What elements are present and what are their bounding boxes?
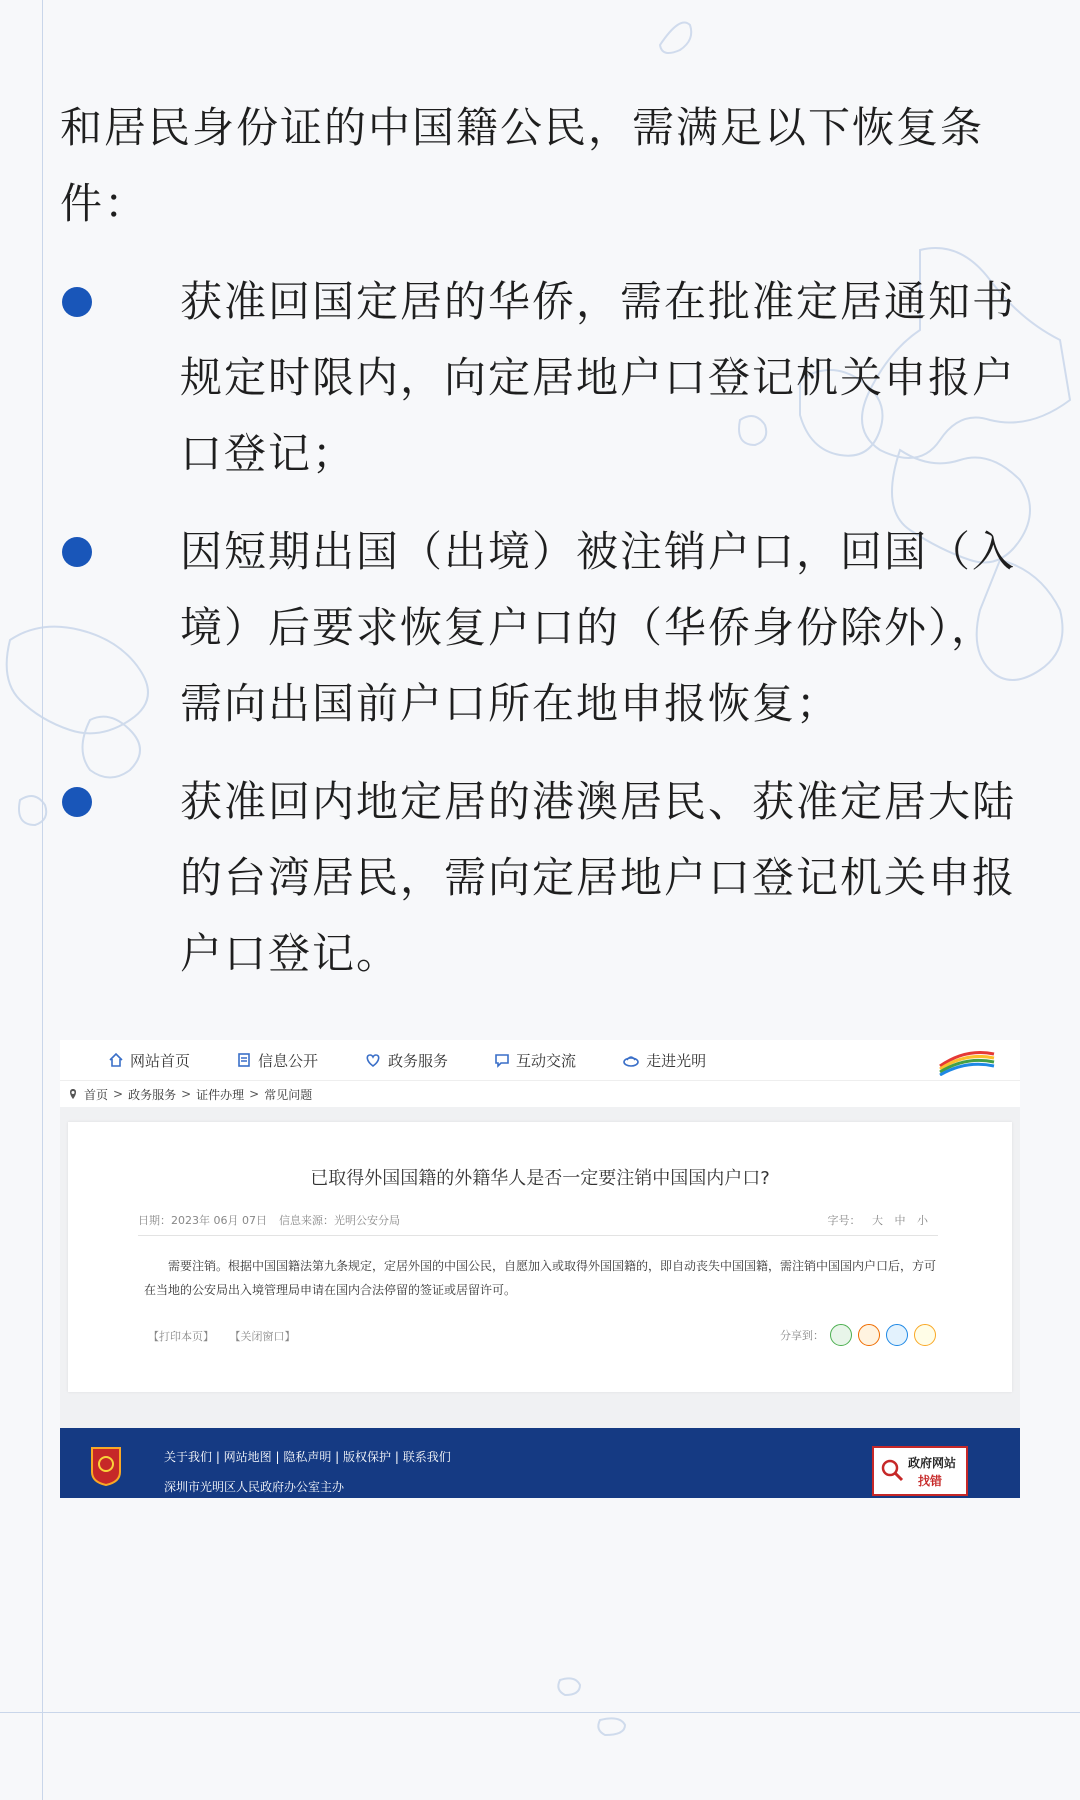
- article: [60, 90, 1020, 992]
- qzone-icon[interactable]: [914, 1324, 936, 1346]
- article-meta: [138, 1212, 938, 1228]
- close-window-link[interactable]: 【关闭窗口】: [229, 1330, 296, 1343]
- article-date: 日期：2023年 06月 07日: [138, 1214, 267, 1227]
- list-item: [60, 764, 1020, 992]
- breadcrumb-separator: >: [181, 1087, 192, 1101]
- find-error-title: 政府网站: [908, 1456, 957, 1470]
- embedded-website-screenshot: [60, 1040, 1020, 1498]
- nav-item-home[interactable]: [108, 1050, 190, 1071]
- location-pin-icon: [68, 1088, 78, 1100]
- wechat-icon[interactable]: [830, 1324, 852, 1346]
- nav-item-label: 政务服务: [388, 1051, 449, 1070]
- intro-paragraph: 和居民身份证的中国籍公民，需满足以下恢复条件：: [60, 103, 985, 228]
- breadcrumb-services[interactable]: 政务服务: [128, 1087, 177, 1102]
- list-item-text: 获准回内地定居的港澳居民、获准定居大陆的台湾居民，需向定居地户口登记机关申报户口登记。: [180, 777, 1017, 978]
- share-bar: [780, 1324, 936, 1346]
- font-size-small[interactable]: 小: [917, 1214, 928, 1227]
- bullet-dot-icon: [62, 787, 92, 817]
- police-emblem-icon: [88, 1446, 124, 1486]
- find-error-button[interactable]: [872, 1446, 968, 1496]
- font-size-medium[interactable]: 中: [894, 1214, 906, 1227]
- breadcrumb-home[interactable]: 首页: [84, 1087, 109, 1102]
- chat-icon: [494, 1052, 510, 1068]
- page-title: 已取得外国国籍的外籍华人是否一定要注销中国国内户口?: [310, 1168, 770, 1189]
- nav-item-services[interactable]: [364, 1050, 448, 1071]
- site-nav-bar: [60, 1040, 1020, 1080]
- footer-sponsor: 深圳市光明区人民政府办公室主办: [164, 1480, 345, 1494]
- nav-item-label: 走进光明: [646, 1051, 707, 1070]
- share-label: 分享到：: [780, 1329, 824, 1342]
- breadcrumb-documents[interactable]: 证件办理: [196, 1087, 245, 1102]
- article-tools: [148, 1328, 308, 1344]
- article-source: 信息来源：光明公安分局: [278, 1214, 400, 1227]
- footer-links[interactable]: 关于我们 | 网站地图 | 隐私声明 | 版权保护 | 联系我们: [164, 1450, 451, 1464]
- article-body: 需要注销。根据中国国籍法第九条规定，定居外国的中国公民，自愿加入或取得外国国籍的，即自动丧失中国国籍，需注销中国国内户口后，方可在当地的公安局出入境管理局申请在国内合法停留的签证或居留许可。: [144, 1259, 937, 1297]
- breadcrumb: [60, 1080, 1020, 1107]
- site-footer: [60, 1428, 1020, 1498]
- home-icon: [108, 1052, 124, 1068]
- nav-item-info[interactable]: [236, 1050, 318, 1071]
- nav-item-interaction[interactable]: [494, 1050, 576, 1071]
- font-size-label: 字号：: [827, 1214, 861, 1227]
- breadcrumb-separator: >: [249, 1087, 260, 1101]
- breadcrumb-faq[interactable]: 常见问题: [264, 1087, 313, 1102]
- weibo-icon[interactable]: [858, 1324, 880, 1346]
- print-link[interactable]: 【打印本页】: [148, 1330, 214, 1343]
- font-size-switcher: [820, 1212, 929, 1228]
- nav-item-label: 互动交流: [516, 1051, 577, 1070]
- qq-icon[interactable]: [886, 1324, 908, 1346]
- font-size-large[interactable]: 大: [872, 1214, 883, 1227]
- article-card: [68, 1122, 1012, 1392]
- list-item-text: 因短期出国（出境）被注销户口，回国（入境）后要求恢复户口的（华侨身份除外），需向出国前户口所在地申报恢复；: [180, 527, 1017, 728]
- heart-hands-icon: [364, 1052, 382, 1068]
- building-icon: [622, 1052, 640, 1068]
- document-icon: [236, 1052, 252, 1068]
- divider: [138, 1235, 938, 1236]
- bullet-dot-icon: [62, 287, 92, 317]
- list-item: [60, 264, 1020, 492]
- list-item-text: 获准回国定居的华侨，需在批准定居通知书规定时限内，向定居地户口登记机关申报户口登记；: [180, 277, 1017, 478]
- nav-item-about[interactable]: [622, 1050, 706, 1071]
- breadcrumb-separator: >: [113, 1087, 124, 1101]
- search-icon: [880, 1458, 904, 1482]
- find-error-sub: 找错: [918, 1474, 943, 1488]
- nav-item-label: 网站首页: [130, 1051, 191, 1070]
- site-logo[interactable]: [936, 1044, 998, 1076]
- nav-item-label: 信息公开: [258, 1051, 319, 1070]
- bullet-dot-icon: [62, 537, 92, 567]
- list-item: [60, 514, 1020, 742]
